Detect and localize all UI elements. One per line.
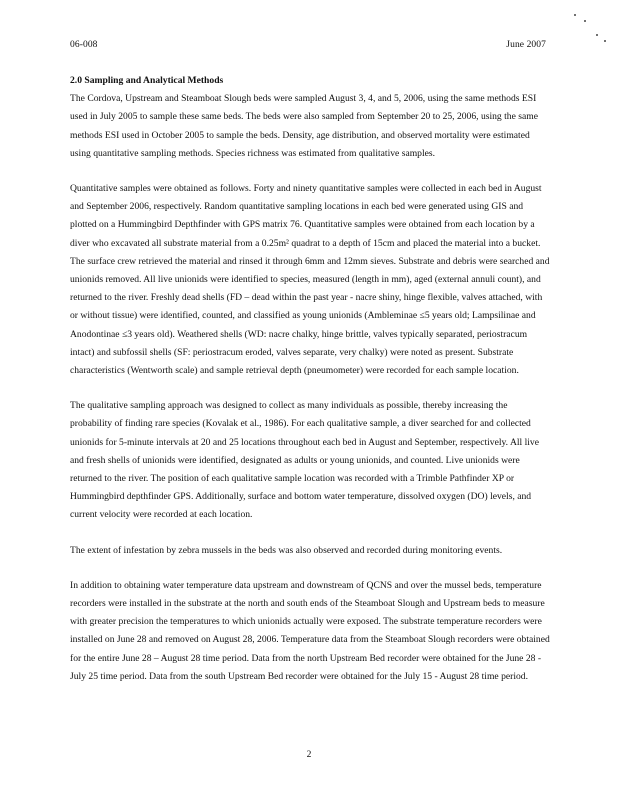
- paragraph-qualitative-sampling: The qualitative sampling approach was designed to collect as many individuals as possible, thereby increasing the probability of finding rare species (Kovalak et al., 1986). For each qualitative sample, a diver searched for and collected unionids for 5-minute intervals at 20 and 25 locations throughout each bed in August and September, respectively. All live and fresh shells of unionids were identified, designated as adults or young unionids, and counted. Live unionids were returned to the river. The position of each qualitative sample location was recorded with a Trimble Pathfinder XP or Hummingbird depthfinder GPS. Additionally, surface and bottom water temperature, dissolved oxygen (DO) levels, and current velocity were recorded at each location.: [70, 400, 539, 521]
- scan-speck: [574, 14, 576, 16]
- scan-speck: [584, 20, 586, 22]
- paragraph-zebra-mussels: The extent of infestation by zebra mussels in the beds was also observed and recorded during monitoring events.: [70, 544, 503, 556]
- scan-speck: [604, 40, 606, 42]
- section-body: [70, 72, 550, 686]
- paragraph-temperature-recorders: In addition to obtaining water temperature data upstream and downstream of QCNS and over the mussel beds, temperature recorders were installed in the substrate at the north and south ends of the Steamboat Slough and Upstream beds to measure with greater precision the temperatures to which unionids actually were exposed. The substrate temperature recorders were installed on June 28 and removed on August 28, 2006. Temperature data from the Steamboat Slough recorders were obtained for the entire June 28 – August 28 time period. Data from the north Upstream Bed recorder were obtained for the June 28 - July 25 time period. Data from the south Upstream Bed recorder were obtained for the July 15 - August 28 time period.: [70, 579, 550, 682]
- section-heading: 2.0 Sampling and Analytical Methods: [70, 75, 224, 86]
- paragraph-sampling-dates: The Cordova, Upstream and Steamboat Slough beds were sampled August 3, 4, and 5, 2006, using the same methods ESI used in July 2005 to sample these same beds. The beds were also sampled from September 20 to 25, 2006, using the same methods ESI used in October 2005 to sample the beds. Density, age distribution, and observed mortality were estimated using quantitative sampling methods. Species richness was estimated from qualitative samples.: [70, 93, 538, 159]
- document-id: 06-008: [70, 40, 98, 50]
- page-number: 2: [306, 750, 312, 760]
- document-date: June 2007: [506, 40, 546, 50]
- scan-speck: [596, 34, 598, 36]
- paragraph-quantitative-sampling: Quantitative samples were obtained as follows. Forty and ninety quantitative samples were collected in each bed in August and September 2006, respectively. Random quantitative sampling locations in each bed were generated using GIS and plotted on a Hummingbird Depthfinder with GPS matrix 76. Quantitative samples were obtained from each location by a diver who excavated all substrate material from a 0.25m² quadrat to a depth of 15cm and placed the material into a bucket. The surface crew retrieved the material and rinsed it through 6mm and 12mm sieves. Substrate and debris were searched and unionids removed. All live unionids were identified to species, measured (length in mm), aged (external annuli count), and returned to the river. Freshly dead shells (FD – dead within the past year - nacre shiny, hinge flexible, valves attached, with or without tissue) were identified, counted, and classified as young unionids (Ambleminae ≤5 years old; Lampsilinae and Anodontinae ≤3 years old). Weathered shells (WD: nacre chalky, hinge brittle, valves typically separated, periostracum intact) and subfossil shells (SF: periostracum eroded, valves separate, very chalky) were noted as present. Substrate characteristics (Wentworth scale) and sample retrieval depth (pneumometer) were recorded for each sample location.: [70, 183, 550, 377]
